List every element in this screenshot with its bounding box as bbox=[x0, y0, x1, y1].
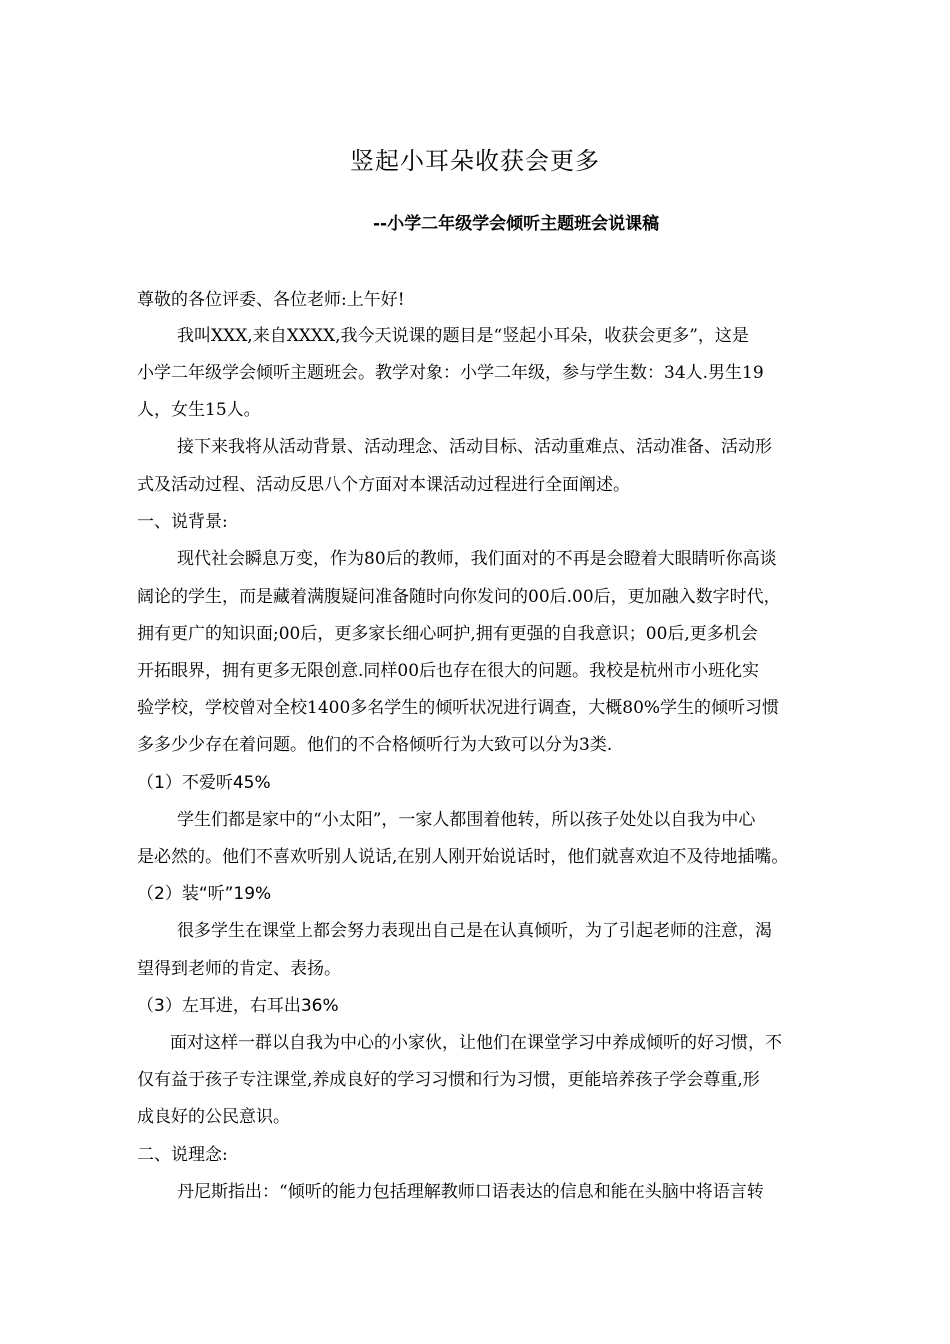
subheading-line: （3）左耳进，右耳出36% bbox=[137, 996, 339, 1016]
paragraph-line: 是必然的。他们不喜欢听别人说话,在别人刚开始说话时，他们就喜欢迫不及待地插嘴。 bbox=[137, 847, 789, 867]
paragraph-line: 望得到老师的肯定、表扬。 bbox=[137, 959, 341, 979]
paragraph-line: 成良好的公民意识。 bbox=[137, 1107, 290, 1127]
paragraph-line: 式及活动过程、活动反思八个方面对本课活动过程进行全面阐述。 bbox=[137, 475, 630, 495]
paragraph-line: 小学二年级学会倾听主题班会。教学对象：小学二年级，参与学生数：34人.男生19 bbox=[137, 363, 764, 383]
paragraph-line: 开拓眼界，拥有更多无限创意.同样00后也存在很大的问题。我校是杭州市小班化实 bbox=[137, 661, 760, 681]
paragraph-line: 我叫XXX,来自XXXX,我今天说课的题目是“竖起小耳朵，收获会更多”，这是 bbox=[177, 326, 749, 346]
paragraph-line: 很多学生在课堂上都会努力表现出自己是在认真倾听，为了引起老师的注意，渴 bbox=[177, 921, 772, 941]
paragraph-line: 现代社会瞬息万变，作为80后的教师，我们面对的不再是会瞪着大眼睛听你高谈 bbox=[177, 549, 777, 569]
document-title: 竖起小耳朵收获会更多 bbox=[350, 147, 600, 175]
paragraph-line: 验学校，学校曾对全校1400多名学生的倾听状况进行调查，大概80%学生的倾听习惯 bbox=[137, 698, 780, 718]
subheading-line: （1）不爱听45% bbox=[137, 773, 271, 793]
paragraph-line: 人，女生15人。 bbox=[137, 400, 261, 420]
paragraph-line: 仅有益于孩子专注课堂,养成良好的学习习惯和行为习惯，更能培养孩子学会尊重,形 bbox=[137, 1070, 760, 1090]
paragraph-line: 多多少少存在着问题。他们的不合格倾听行为大致可以分为3类. bbox=[137, 735, 613, 755]
paragraph-line: 拥有更广的知识面;00后，更多家长细心呵护,拥有更强的自我意识；00后,更多机会 bbox=[137, 624, 758, 644]
paragraph-line: 学生们都是家中的“小太阳”，一家人都围着他转，所以孩子处处以自我为中心 bbox=[177, 810, 756, 830]
paragraph-line: 丹尼斯指出：“倾听的能力包括理解教师口语表达的信息和能在头脑中将语言转 bbox=[177, 1182, 764, 1202]
section-heading: 一、说背景: bbox=[137, 512, 228, 532]
subheading-line: （2）装“听”19% bbox=[137, 884, 272, 904]
paragraph-line: 阔论的学生，而是藏着满腹疑问准备随时向你发问的00后.00后，更加融入数字时代， bbox=[137, 587, 781, 607]
section-heading: 二、说理念: bbox=[137, 1145, 228, 1165]
greeting-line: 尊敬的各位评委、各位老师:上午好! bbox=[137, 290, 405, 310]
paragraph-line: 面对这样一群以自我为中心的小家伙，让他们在课堂学习中养成倾听的好习惯，不 bbox=[170, 1033, 782, 1053]
document-subtitle: --小学二年级学会倾听主题班会说课稿 bbox=[373, 214, 660, 234]
paragraph-line: 接下来我将从活动背景、活动理念、活动目标、活动重难点、活动准备、活动形 bbox=[177, 437, 772, 457]
